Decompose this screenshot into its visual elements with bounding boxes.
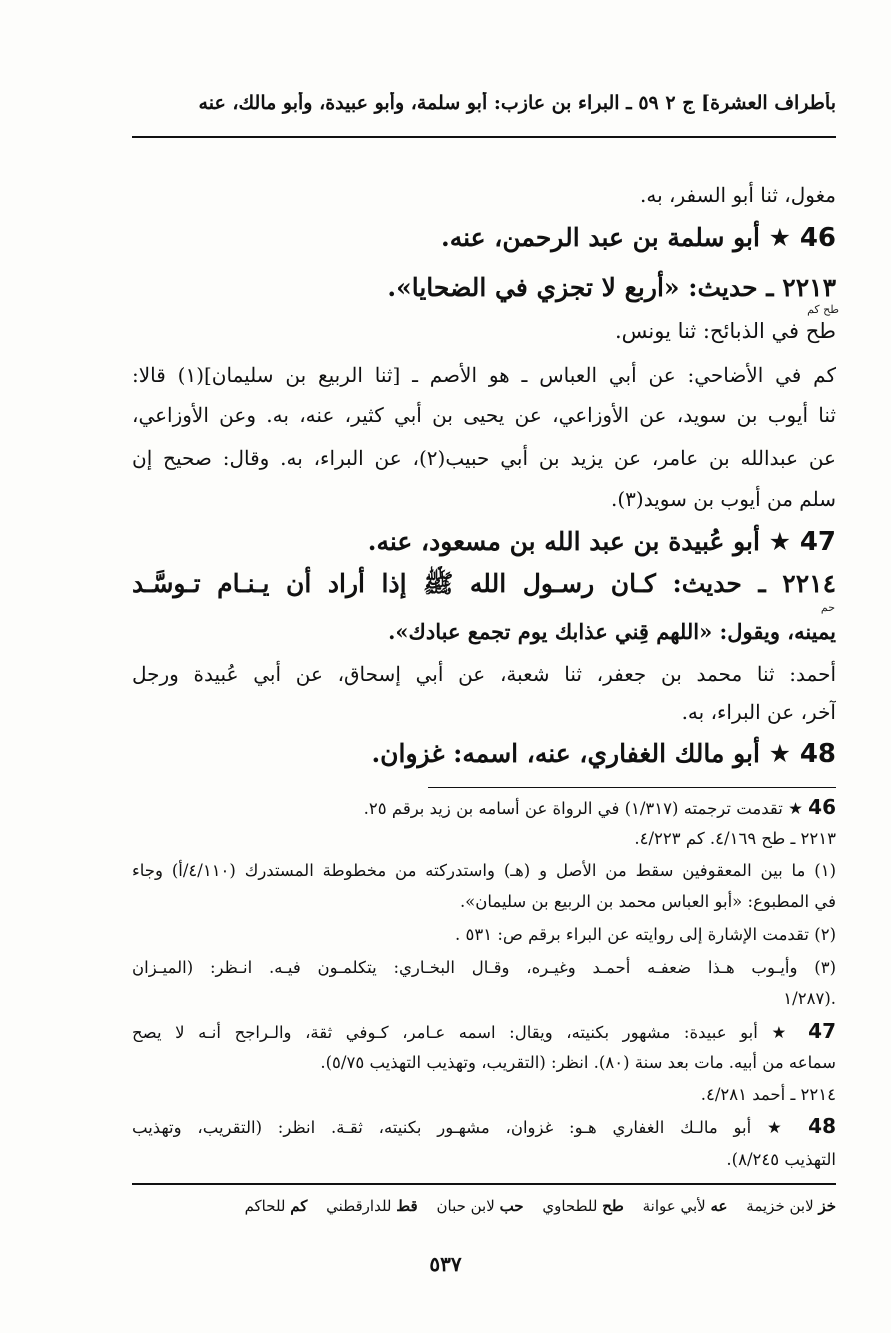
source-sigla: حم <box>820 601 835 614</box>
text-line: آخر، عن البراء، به. <box>681 700 836 724</box>
narrator-number: 46 <box>799 223 836 253</box>
narrator-name: أبو عُبيدة بن عبد الله بن مسعود، عنه. <box>367 527 760 556</box>
source-sigla: طح كم <box>807 303 839 316</box>
footnote-text: أبو مالـك الغفاري هـو: غزوان، مشهـور بكنيته، ثقـة. انظر: (التقريب، وتهذيب <box>132 1118 752 1137</box>
narrator-name: أبو سلمة بن عبد الرحمن، عنه. <box>441 223 760 252</box>
footnote-3: (٣) وأيـوب هـذا ضعفـه أحمـد وغيـره، وقـال البخـاري: يتكلمـون فيـه. انـظر: (الميـزان <box>132 958 836 977</box>
header-rule <box>132 136 836 138</box>
footnote-number: 48 <box>808 1114 836 1138</box>
star-icon: ★ <box>788 799 803 818</box>
narrator-heading-47 <box>132 524 836 560</box>
text-line: مغول، ثنا أبو السفر، به. <box>639 183 836 207</box>
text-line: طح في الذبائح: ثنا يونس. <box>614 319 836 343</box>
footnote-47-cont: سماعه من أبيه. مات بعد سنة (٨٠). انظر: (التقريب، وتهذيب التهذيب ٥/٧٥). <box>320 1053 836 1072</box>
star-icon: ★ <box>771 1023 795 1042</box>
running-header: بأطراف العشرة] ج ٢ ٥٩ ـ البراء بن عازب: أبو سلمة، وأبو عبيدة، وأبو مالك، عنه <box>198 92 836 114</box>
star-icon: ★ <box>767 1118 793 1137</box>
footnote-2213: ٢٢١٣ ـ طح ٤/١٦٩. كم ٤/٢٢٣. <box>634 829 836 848</box>
footnote-text: تقدمت ترجمته (١/٣١٧) في الرواة عن أسامه بن زيد برقم ٢٥. <box>363 799 783 818</box>
legend-item: كم للحاكم <box>244 1197 308 1215</box>
footnote-1-cont: في المطبوع: «أبو العباس محمد بن الربيع بن سليمان». <box>459 892 836 911</box>
text-line: عن عبدالله بن عامر، عن يزيد بن أبي حبيب(٢)، عن البراء، به. وقال: صحيح إن <box>132 446 836 470</box>
hadith-text-line: يمينه، ويقول: «اللهم قِني عذابك يوم تجمع عبادك». <box>388 619 836 644</box>
legend-item: طح للطحاوي <box>542 1197 624 1215</box>
legend-item: حب لابن حبان <box>436 1197 524 1215</box>
footnote-2214: ٢٢١٤ ـ أحمد ٤/٢٨١. <box>700 1085 836 1104</box>
footnote-3-cont: ١/٢٨٧). <box>783 989 836 1008</box>
footnote-1: (١) ما بين المعقوفين سقط من الأصل و (هـ) واستدركته من مخطوطة المستدرك (٤/١١٠/أ) وجاء <box>132 861 836 880</box>
footnote-number: 47 <box>808 1019 836 1043</box>
footnote-48 <box>132 1113 836 1141</box>
star-icon: ★ <box>768 223 792 252</box>
narrator-name: أبو مالك الغفاري، عنه، اسمه: غزوان. <box>371 739 760 768</box>
footnote-2: (٢) تقدمت الإشارة إلى روايته عن البراء برقم ص: ٥٣١ . <box>455 925 836 944</box>
footnote-46 <box>132 794 836 822</box>
footnote-48-cont: التهذيب ٨/٢٤٥). <box>726 1150 836 1169</box>
legend-item: خز لابن خزيمة <box>746 1197 836 1215</box>
hadith-heading-2214: ٢٢١٤ ـ حديث: كـان رسـول الله ﷺ إذا أراد أن يـنـام تـوسَّـد <box>132 569 836 598</box>
text-line: كم في الأضاحي: عن أبي العباس ـ هو الأصم ـ [ثنا الربيع بن سليمان](١) قالا: <box>132 363 836 387</box>
page-number: ٥٣٧ <box>429 1252 462 1276</box>
text-line: ثنا أيوب بن سويد، عن الأوزاعي، عن يحيى بن أبي كثير، عنه، به. وعن الأوزاعي، <box>132 403 836 427</box>
sigla-legend <box>132 1197 836 1215</box>
star-icon: ★ <box>768 739 792 768</box>
footnote-47 <box>132 1018 836 1046</box>
footnote-number: 46 <box>808 795 836 819</box>
star-icon: ★ <box>768 527 792 556</box>
text-line: أحمد: ثنا محمد بن جعفر، ثنا شعبة، عن أبي إسحاق، عن أبي عُبيدة ورجل <box>132 662 836 686</box>
narrator-heading-46 <box>132 220 836 256</box>
legend-item: عه لأبي عوانة <box>642 1197 728 1215</box>
text-line: سلم من أيوب بن سويد(٣). <box>610 487 836 511</box>
narrator-number: 48 <box>799 739 836 769</box>
narrator-number: 47 <box>799 527 836 557</box>
hadith-heading-2213: ٢٢١٣ ـ حديث: «أربع لا تجزي في الضحايا». <box>387 273 836 302</box>
narrator-heading-48 <box>132 736 836 772</box>
footnote-text: أبو عبيدة: مشهور بكنيته، ويقال: اسمه عـامر، كـوفي ثقة، والـراجح أنـه لا يصح <box>132 1023 758 1042</box>
legend-rule <box>132 1183 836 1185</box>
legend-item: قط للدارقطني <box>326 1197 418 1215</box>
footnote-rule <box>428 787 836 788</box>
